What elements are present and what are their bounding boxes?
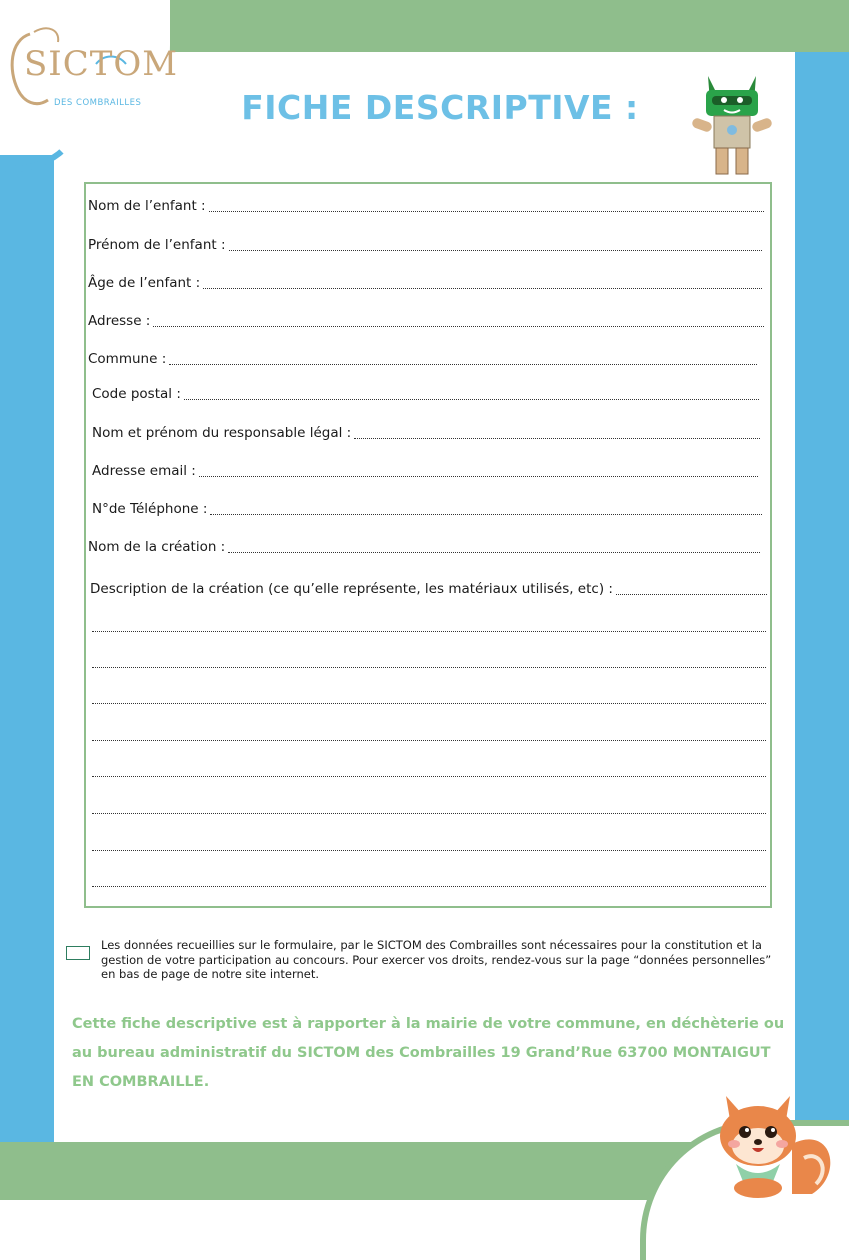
sictom-logo <box>8 20 179 115</box>
description-fill-line[interactable] <box>92 667 766 668</box>
field-label: Âge de l’enfant : <box>88 275 201 291</box>
field-label: Adresse email : <box>92 463 196 479</box>
field-row <box>88 539 225 555</box>
squirrel-mascot-icon <box>712 1084 842 1200</box>
description-fill-line[interactable] <box>92 631 766 632</box>
field-row <box>88 351 166 367</box>
field-fill-line[interactable] <box>209 211 764 212</box>
field-fill-line[interactable] <box>184 399 759 400</box>
field-label: Prénom de l’enfant : <box>88 237 226 253</box>
description-fill-line[interactable] <box>92 850 766 851</box>
field-fill-line[interactable] <box>210 514 762 515</box>
page-title: FICHE DESCRIPTIVE : <box>241 88 639 127</box>
robot-mascot-icon <box>686 72 778 176</box>
consent-text: Les données recueillies sur le formulaire, par le SICTOM des Combrailles sont nécessaires pour la constitution et la gestion de votre participation au concours. Pour exercer vos droits, rendez-vous sur la page “données personnelles” en bas de page de notre site internet. <box>101 938 772 981</box>
field-row <box>88 237 226 253</box>
field-fill-line[interactable] <box>354 438 760 439</box>
footer-instructions: Cette fiche descriptive est à rapporter à la mairie de votre commune, en déchèterie ou au bureau administratif du SICTOM des Combrailles 19 Grand’Rue 63700 MONTAIGUT EN COMBRAILLE. <box>72 1016 785 1090</box>
field-label: N°de Téléphone : <box>92 501 208 517</box>
field-label: Nom et prénom du responsable légal : <box>92 425 352 441</box>
field-fill-line[interactable] <box>229 250 762 251</box>
field-fill-line[interactable] <box>169 364 757 365</box>
field-label: Adresse : <box>88 313 151 329</box>
field-label: Code postal : <box>92 386 181 402</box>
consent-checkbox[interactable] <box>66 946 90 960</box>
left-blue-band <box>0 150 54 1150</box>
field-label: Description de la création (ce qu’elle représente, les matériaux utilisés, etc) : <box>90 581 613 597</box>
field-fill-line[interactable] <box>199 476 758 477</box>
description-fill-line[interactable] <box>92 886 766 887</box>
field-label: Nom de l’enfant : <box>88 198 206 214</box>
field-row <box>90 581 613 597</box>
field-row <box>88 198 206 214</box>
field-row <box>92 425 351 441</box>
description-fill-line[interactable] <box>92 703 766 704</box>
field-row <box>92 386 181 402</box>
field-label: Nom de la création : <box>88 539 226 555</box>
description-fill-line[interactable] <box>92 776 766 777</box>
field-fill-line[interactable] <box>616 594 767 595</box>
field-fill-line[interactable] <box>228 552 760 553</box>
field-fill-line[interactable] <box>153 326 764 327</box>
field-row <box>92 501 207 517</box>
description-fill-line[interactable] <box>92 813 766 814</box>
field-row <box>92 463 196 479</box>
field-row <box>88 275 200 291</box>
field-row <box>88 313 150 329</box>
right-blue-band <box>795 52 849 1200</box>
field-fill-line[interactable] <box>203 288 762 289</box>
logo-name: SICTOM <box>24 44 179 84</box>
field-label: Commune : <box>88 351 167 367</box>
logo-subtitle: DES COMBRAILLES <box>54 98 142 108</box>
description-fill-line[interactable] <box>92 740 766 741</box>
